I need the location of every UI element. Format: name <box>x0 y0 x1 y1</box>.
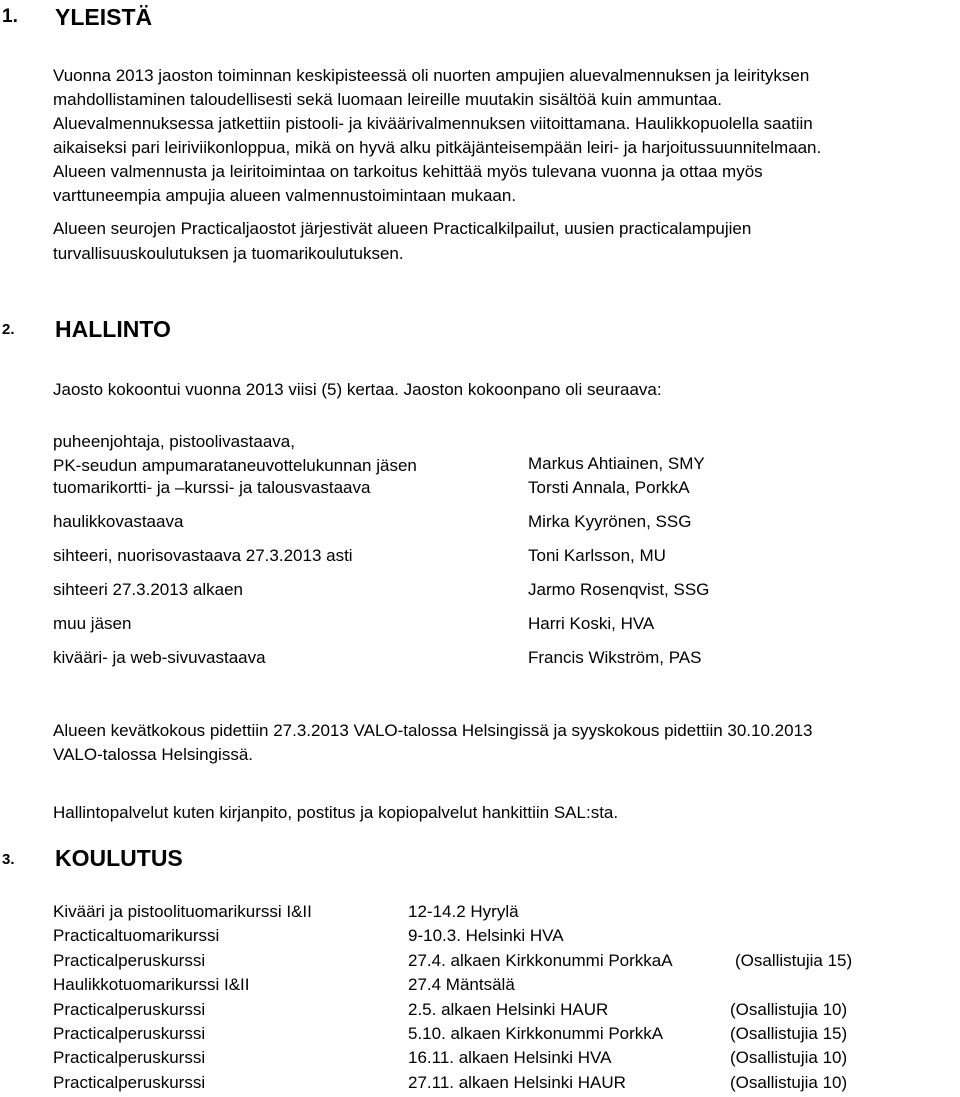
course-row <box>53 951 933 975</box>
paragraph-line: turvallisuuskoulutuksen ja tuomarikoulutuksen. <box>53 244 404 263</box>
paragraph-line: Vuonna 2013 jaoston toiminnan keskipisteessä oli nuorten ampujien aluevalmennuksen ja leirityksen <box>53 66 810 85</box>
course-participants: (Osallistujia 10) <box>730 999 848 1019</box>
paragraph-line: Alueen valmennusta ja leiritoimintaa on tarkoitus kehittää myös tulevana vuonna ja ottaa myös <box>53 162 763 181</box>
roster-row <box>53 580 933 614</box>
roster-person: Harri Koski, HVA <box>528 614 655 633</box>
course-participants: (Osallistujia 15) <box>735 950 853 970</box>
paragraph-line: Aluevalmennuksessa jatkettiin pistooli- ja kiväärivalmennuksen viitoittamana. Haulikkopuolella saatiin <box>53 114 813 133</box>
section-3-title: KOULUTUS <box>55 845 183 871</box>
roster-row <box>53 546 933 580</box>
section-1-paragraph-1 <box>53 64 821 208</box>
course-info: 5.10. alkaen Kirkkonummi PorkkA <box>408 1023 664 1043</box>
course-name: Kivääri ja pistoolituomarikurssi I&II <box>53 902 312 921</box>
roster-person: Markus Ahtiainen, SMY <box>528 454 705 473</box>
roster-row <box>53 614 933 648</box>
course-info: 12-14.2 Hyrylä <box>408 902 519 921</box>
course-name: Practicalperuskurssi <box>53 1023 206 1043</box>
roster-row <box>53 512 933 546</box>
course-info: 2.5. alkaen Helsinki HAUR <box>408 999 609 1019</box>
section-2-title: HALLINTO <box>55 316 171 342</box>
section-3-number: 3. <box>2 851 15 868</box>
section-2-meetings <box>53 719 812 767</box>
course-row <box>53 902 933 926</box>
roster-person: Torsti Annala, PorkkA <box>528 478 690 497</box>
course-row <box>53 975 933 999</box>
section-1-paragraph-2 <box>53 216 751 266</box>
roster-person: Toni Karlsson, MU <box>528 546 666 565</box>
section-2-number: 2. <box>2 321 15 338</box>
paragraph-line: Alueen kevätkokous pidettiin 27.3.2013 VALO-talossa Helsingissä ja syyskokous pidettiin 30.10.2013 <box>53 721 813 740</box>
course-info: 9-10.3. Helsinki HVA <box>408 926 564 946</box>
roster-role: sihteeri 27.3.2013 alkaen <box>53 580 243 599</box>
roster-role: muu jäsen <box>53 614 132 633</box>
course-name: Practicalperuskurssi <box>53 1048 206 1068</box>
committee-roster <box>53 430 933 682</box>
roster-person: Mirka Kyyrönen, SSG <box>528 512 692 531</box>
roster-row <box>53 478 933 512</box>
course-name: Practicaltuomarikurssi <box>53 926 220 946</box>
roster-row <box>53 430 933 478</box>
course-row <box>53 1024 933 1048</box>
paragraph-line: varttuneempia ampujia alueen valmennustoimintaan mukaan. <box>53 186 517 205</box>
paragraph-line: VALO-talossa Helsingissä. <box>53 745 253 764</box>
roster-role-line: puheenjohtaja, pistoolivastaava, <box>53 432 295 451</box>
courses-list <box>53 902 933 1097</box>
roster-role: haulikkovastaava <box>53 512 184 531</box>
course-participants: (Osallistujia 10) <box>730 1048 848 1068</box>
course-row <box>53 1048 933 1072</box>
roster-person: Jarmo Rosenqvist, SSG <box>528 580 710 599</box>
paragraph-line: aikaiseksi pari leiriviikonloppua, mikä on hyvä alku pitkäjänteisempään leiri- ja harjoitussuunnitelmaan. <box>53 138 822 157</box>
paragraph-line: mahdollistaminen taloudellisesti sekä luomaan leireille muutakin sisältöä kuin ammuntaa. <box>53 90 723 109</box>
roster-role: sihteeri, nuorisovastaava 27.3.2013 asti <box>53 546 353 565</box>
section-2-admin: Hallintopalvelut kuten kirjanpito, postitus ja kopiopalvelut hankittiin SAL:sta. <box>53 803 619 822</box>
course-row <box>53 926 933 950</box>
section-1-title: YLEISTÄ <box>55 4 153 30</box>
paragraph-line: Alueen seurojen Practicaljaostot järjestivät alueen Practicalkilpailut, uusien practicalampujien <box>53 219 752 238</box>
course-info: 27.4. alkaen Kirkkonummi PorkkaA <box>408 950 673 970</box>
course-row <box>53 1000 933 1024</box>
roster-role: kivääri- ja web-sivuvastaava <box>53 648 266 667</box>
roster-role-line: PK-seudun ampumarataneuvottelukunnan jäsen <box>53 456 417 475</box>
roster-role <box>53 430 417 478</box>
roster-row <box>53 648 933 682</box>
course-participants: (Osallistujia 10) <box>730 1072 848 1092</box>
course-name: Haulikkotuomarikurssi I&II <box>53 975 250 995</box>
course-name: Practicalperuskurssi <box>53 1072 206 1092</box>
section-1-number: 1. <box>2 6 18 27</box>
roster-person: Francis Wikström, PAS <box>528 648 702 667</box>
course-name: Practicalperuskurssi <box>53 999 206 1019</box>
course-info: 16.11. alkaen Helsinki HVA <box>408 1048 612 1068</box>
course-participants: (Osallistujia 15) <box>730 1023 848 1043</box>
course-info: 27.4 Mäntsälä <box>408 975 515 995</box>
section-2-intro: Jaosto kokoontui vuonna 2013 viisi (5) kertaa. Jaoston kokoonpano oli seuraava: <box>53 380 662 399</box>
course-row <box>53 1073 933 1097</box>
roster-role: tuomarikortti- ja –kurssi- ja talousvastaava <box>53 478 371 497</box>
course-name: Practicalperuskurssi <box>53 950 206 970</box>
course-info: 27.11. alkaen Helsinki HAUR <box>408 1072 626 1092</box>
